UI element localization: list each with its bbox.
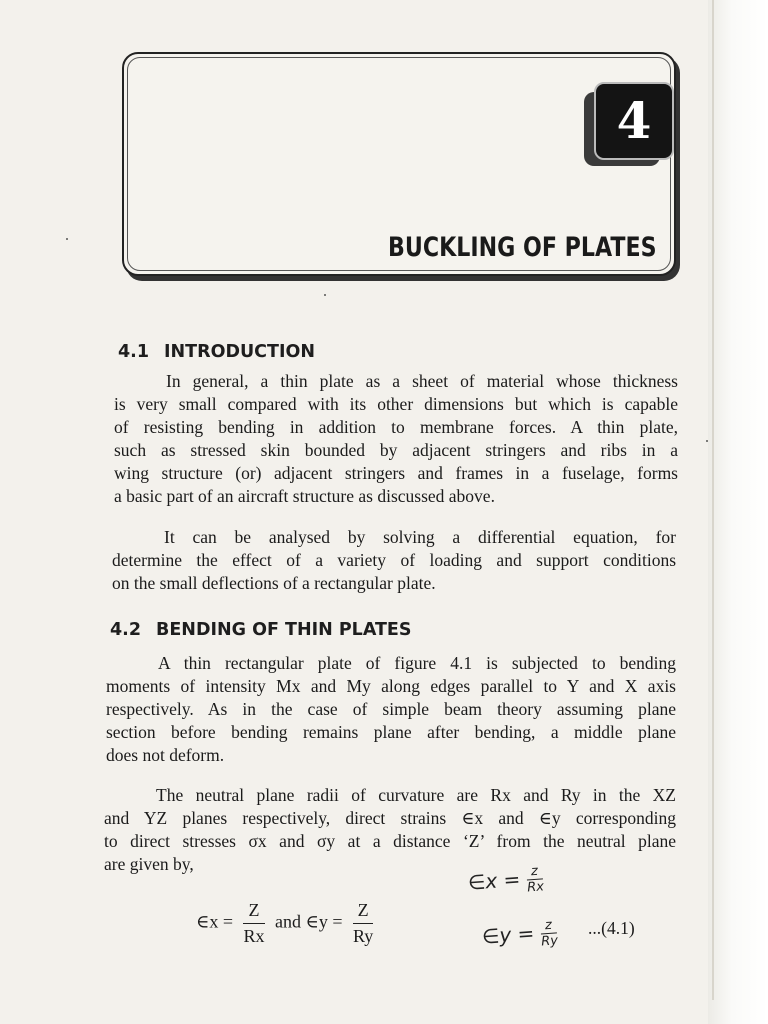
fraction xyxy=(243,900,264,947)
text-line: are given by, xyxy=(104,854,194,874)
equation-number: ...(4.1) xyxy=(588,918,635,938)
numerator: Z xyxy=(243,900,264,924)
text-line: The neutral plane radii of curvature are Rx and Ry in the XZ xyxy=(156,785,676,805)
handwritten-note xyxy=(481,917,558,953)
text-line: is very small compared with its other dimensions but which is capable xyxy=(114,394,678,414)
equation-joiner: and xyxy=(275,911,301,932)
handwritten-numerator: z xyxy=(526,863,544,880)
text-line: determine the effect of a variety of loading and support conditions xyxy=(112,550,676,570)
page-edge xyxy=(708,0,768,1024)
equation-4-1: ∈x = $\frac{Z}{Rx}$ and ∈y = $\frac{Z}{Ry}$ xyxy=(196,900,374,946)
handwritten-lhs: ∈y = xyxy=(481,921,536,949)
text-line: A thin rectangular plate of figure 4.1 is subjected to bending xyxy=(158,653,676,673)
text-line: of resisting bending in addition to membrane forces. A thin plate, xyxy=(114,417,678,437)
text-line: moments of intensity Mx and My along edges parallel to Y and X axis xyxy=(106,676,676,696)
chapter-number-badge xyxy=(584,82,674,168)
section-number: 4.1 xyxy=(118,342,150,362)
text-line: It can be analysed by solving a differential equation, for xyxy=(164,527,676,547)
handwritten-numerator: z xyxy=(540,917,558,934)
text-line: wing structure (or) adjacent stringers and frames in a fuselage, forms xyxy=(114,463,678,483)
section-title: INTRODUCTION xyxy=(164,342,315,362)
text-line: respectively. As in the case of simple beam theory assuming plane xyxy=(106,699,676,719)
scan-speck xyxy=(324,294,326,296)
numerator: Z xyxy=(353,900,373,924)
handwritten-fraction xyxy=(526,863,545,895)
section-number: 4.2 xyxy=(110,620,142,640)
section-heading-introduction xyxy=(118,342,315,362)
chapter-number: 4 xyxy=(594,82,674,160)
text-line: does not deform. xyxy=(106,745,225,765)
chapter-title: BUCKLING OF PLATES xyxy=(388,232,657,263)
text-line: In general, a thin plate as a sheet of material whose thickness xyxy=(166,371,678,391)
fraction xyxy=(353,900,373,947)
paragraph xyxy=(104,784,676,876)
text-line: and YZ planes respectively, direct strains ∈x and ∈y corresponding xyxy=(104,808,676,828)
paragraph xyxy=(106,652,676,767)
text-line: on the small deflections of a rectangular plate. xyxy=(112,573,436,593)
strain-y-symbol: ∈y xyxy=(305,911,328,932)
binding-edge xyxy=(712,0,714,1000)
scan-speck xyxy=(706,440,708,442)
section-title: BENDING OF THIN PLATES xyxy=(156,620,412,640)
handwritten-lhs: ∈x = xyxy=(467,867,522,895)
strain-x-symbol: ∈x xyxy=(196,911,219,932)
text-line: section before bending remains plane after bending, a middle plane xyxy=(106,722,676,742)
text-line: a basic part of an aircraft structure as discussed above. xyxy=(114,486,495,506)
paragraph xyxy=(114,370,678,508)
handwritten-fraction xyxy=(540,917,559,949)
denominator: Ry xyxy=(352,926,374,946)
paragraph xyxy=(112,526,676,595)
scan-speck xyxy=(66,238,68,240)
handwritten-denominator: Ry xyxy=(540,933,559,950)
section-heading-bending xyxy=(110,620,412,640)
handwritten-note xyxy=(467,863,544,899)
text-line: such as stressed skin bounded by adjacent stringers and ribs in a xyxy=(114,440,678,460)
denominator: Rx xyxy=(243,926,265,946)
handwritten-denominator: Rx xyxy=(526,879,545,896)
text-line: to direct stresses σx and σy at a distance ‘Z’ from the neutral plane xyxy=(104,831,676,851)
